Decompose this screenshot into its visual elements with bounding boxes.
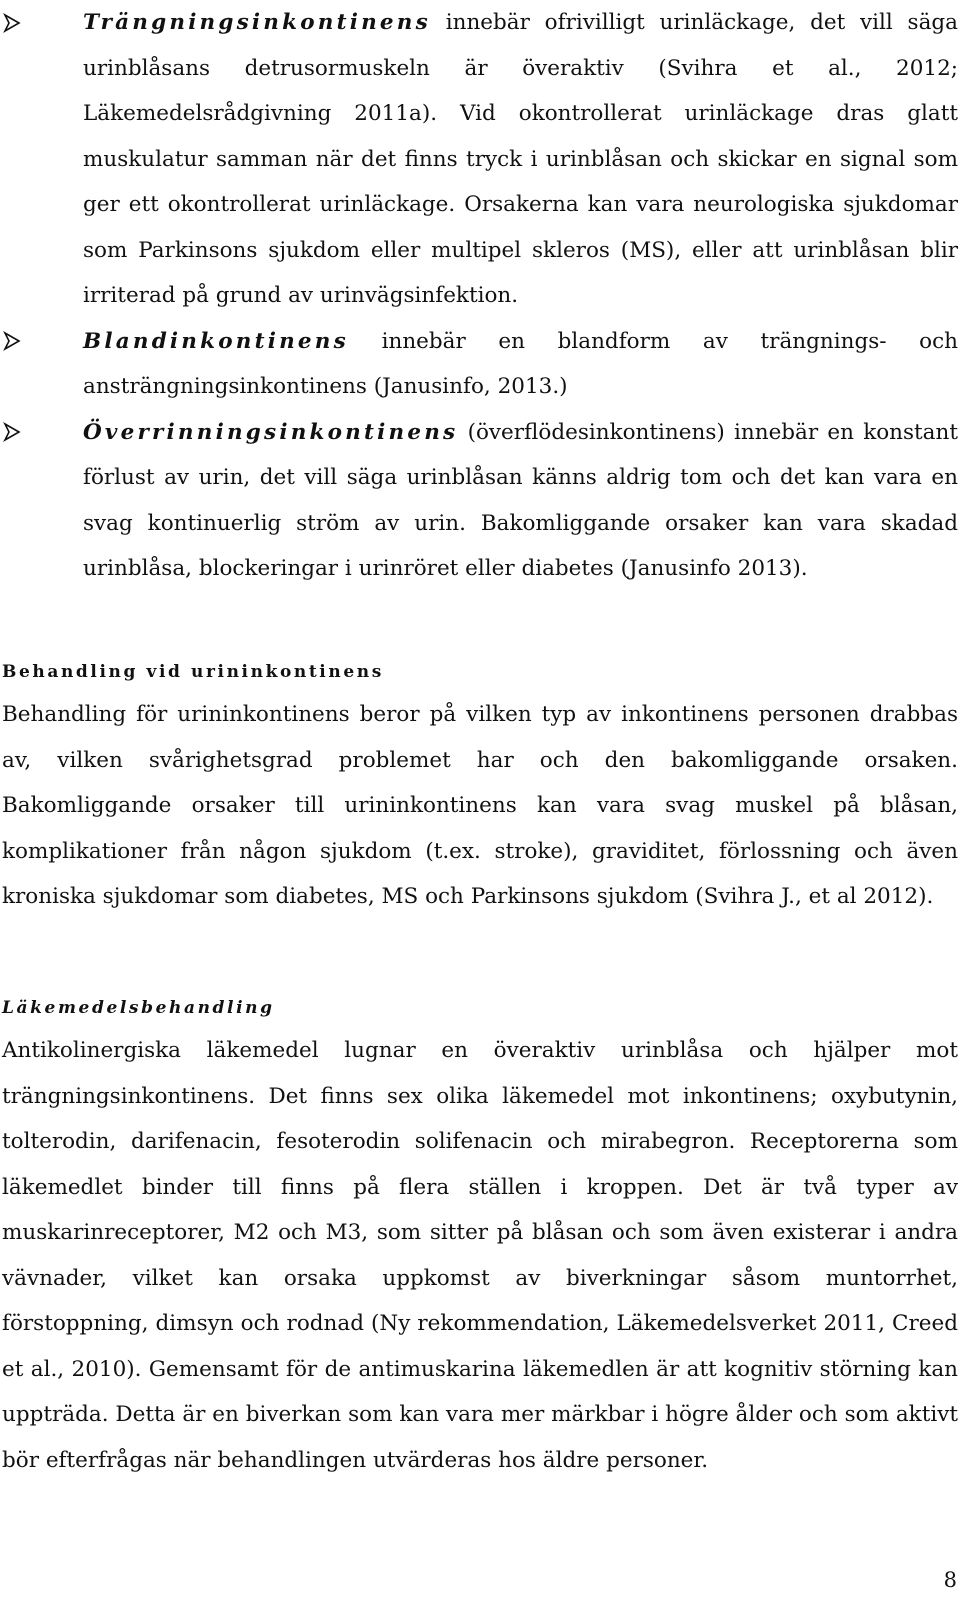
arrow-bullet-icon (2, 319, 32, 365)
bullet-text: innebär en blandform av trängnings- och ansträngningsinkontinens (Janusinfo, 2013.) (83, 328, 958, 399)
arrow-bullet-icon (2, 410, 32, 456)
bullet-item-overrinningsinkontinens (0, 410, 960, 592)
page-number: 8 (943, 1568, 957, 1592)
bullet-list (0, 0, 960, 592)
bullet-term: Blandinkontinens (83, 328, 349, 354)
section-paragraph-lakemedelsbehandling: Antikolinergiska läkemedel lugnar en överaktiv urinblåsa och hjälper mot trängningsinkontinens. Det finns sex olika läkemedel mot inkontinens; oxybutynin, tolterodin, darifenacin, fesoterodin solifenacin och mirabegron. Receptorerna som läkemedlet binder till finns på flera ställen i kroppen. Det är två typer av muskarinreceptorer, M2 och M3, som sitter på blåsan och som även existerar i andra vävnader, vilket kan orsaka uppkomst av biverkningar såsom muntorrhet, förstoppning, dimsyn och rodnad (Ny rekommendation, Läkemedelsverket 2011, Creed et al., 2010). Gemensamt för de antimuskarina läkemedlen är att kognitiv störning kan uppträda. Detta är en biverkan som kan vara mer märkbar i högre ålder och som aktivt bör efterfrågas när behandlingen utvärderas hos äldre personer. (2, 1038, 958, 1473)
arrow-bullet-icon (2, 0, 32, 46)
bullet-text: (överflödesinkontinens) innebär en konstant förlust av urin, det vill säga urinblåsan känns aldrig tom och det kan vara en svag kontinuerlig ström av urin. Bakomliggande orsaker kan vara skadad urinblåsa, blockeringar i urinröret eller diabetes (Janusinfo 2013). (83, 419, 958, 581)
bullet-term: Överrinningsinkontinens (83, 419, 459, 445)
bullet-term: Trängningsinkontinens (83, 10, 431, 35)
section-heading-lakemedelsbehandling: Läkemedelsbehandling (2, 998, 275, 1018)
section-paragraph-behandling: Behandling för urininkontinens beror på vilken typ av inkontinens personen drabbas av, vilken svårighetsgrad problemet har och den bakomliggande orsaken. Bakomliggande orsaker till urininkontinens kan vara svag muskel på blåsan, komplikationer från någon sjukdom (t.ex. stroke), graviditet, förlossning och även kroniska sjukdomar som diabetes, MS och Parkinsons sjukdom (Svihra J., et al 2012). (2, 702, 958, 909)
bullet-item-trangningsinkontinens (0, 0, 960, 319)
section-heading-behandling: Behandling vid urininkontinens (2, 662, 384, 682)
bullet-item-blandinkontinens (0, 319, 960, 410)
bullet-text: innebär ofrivilligt urinläckage, det vill säga urinblåsans detrusormuskeln är överaktiv (Svihra et al., 2012; Läkemedelsrådgivning 2011a). Vid okontrollerat urinläckage dras glatt muskulatur samman när det finns tryck i urinblåsan och skickar en signal som ger ett okontrollerat urinläckage. Orsakerna kan vara neurologiska sjukdomar som Parkinsons sjukdom eller multipel skleros (MS), eller att urinblåsan blir irriterad på grund av urinvägsinfektion. (83, 10, 958, 308)
